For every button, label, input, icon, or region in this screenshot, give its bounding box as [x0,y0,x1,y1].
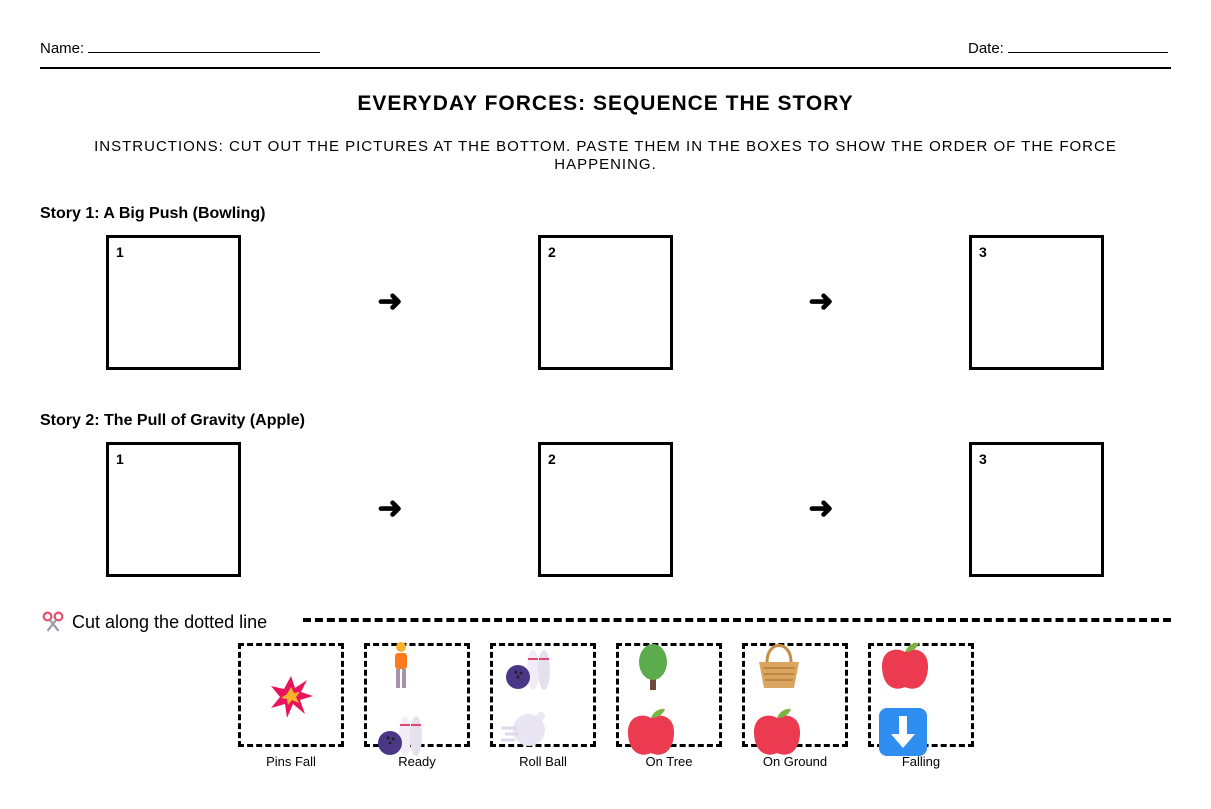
bowling-icon [373,706,425,758]
box-number: 1 [116,244,124,260]
cutout-label: On Tree [645,754,693,769]
dash-icon [499,706,551,758]
arrow-icon: ➜ [377,492,403,525]
story-2-box-3[interactable] [969,442,1104,577]
story-1-box-1[interactable] [106,235,241,370]
down-arrow-icon [877,706,929,758]
story-2-box-2[interactable] [538,442,673,577]
bowling-icon [501,640,553,692]
cut-text: Cut along the dotted line [72,611,268,632]
story-1-box-2[interactable] [538,235,673,370]
date-line[interactable] [1008,39,1168,53]
date-label: Date: [968,40,1004,57]
name-label: Name: [40,40,85,57]
cutout-card[interactable] [490,643,596,747]
apple-icon [751,706,803,758]
cut-instruction [42,611,267,633]
box-number: 3 [979,451,987,467]
cutout-card[interactable] [238,643,344,747]
story-2-title: Story 2: The Pull of Gravity (Apple) [40,412,305,429]
cutout-label: On Ground [762,754,828,769]
box-number: 2 [548,451,556,467]
person-icon [375,640,427,692]
date-field[interactable] [968,39,1168,57]
collision-icon [265,670,317,722]
box-number: 3 [979,244,987,260]
box-number: 1 [116,451,124,467]
cutout-label: Falling [901,754,941,769]
apple-icon [625,706,677,758]
story-2-box-1[interactable] [106,442,241,577]
name-field[interactable] [40,39,320,57]
story-1-box-3[interactable] [969,235,1104,370]
cutout-label: Pins Fall [266,754,316,769]
scissors-icon [42,611,64,633]
story-1-title: Story 1: A Big Push (Bowling) [40,205,266,222]
tree-icon [627,640,679,692]
cutout-card[interactable] [742,643,848,747]
basket-icon [753,640,805,692]
cutout-card[interactable] [616,643,722,747]
arrow-icon: ➜ [808,492,834,525]
header-rule [40,67,1171,69]
apple-icon [879,640,931,692]
box-number: 2 [548,244,556,260]
cutout-card[interactable] [364,643,470,747]
instructions: INSTRUCTIONS: CUT OUT THE PICTURES AT THE BOTTOM. PASTE THEM IN THE BOXES TO SHOW THE ORDER OF THE FORCE HAPPENING. [94,138,1117,173]
arrow-icon: ➜ [377,285,403,318]
cutout-label: Ready [398,754,436,769]
cut-line [303,618,1171,622]
cutout-card[interactable] [868,643,974,747]
page-title: EVERYDAY FORCES: SEQUENCE THE STORY [357,92,854,115]
cutout-label: Roll Ball [519,754,567,769]
arrow-icon: ➜ [808,285,834,318]
name-line[interactable] [88,39,320,53]
